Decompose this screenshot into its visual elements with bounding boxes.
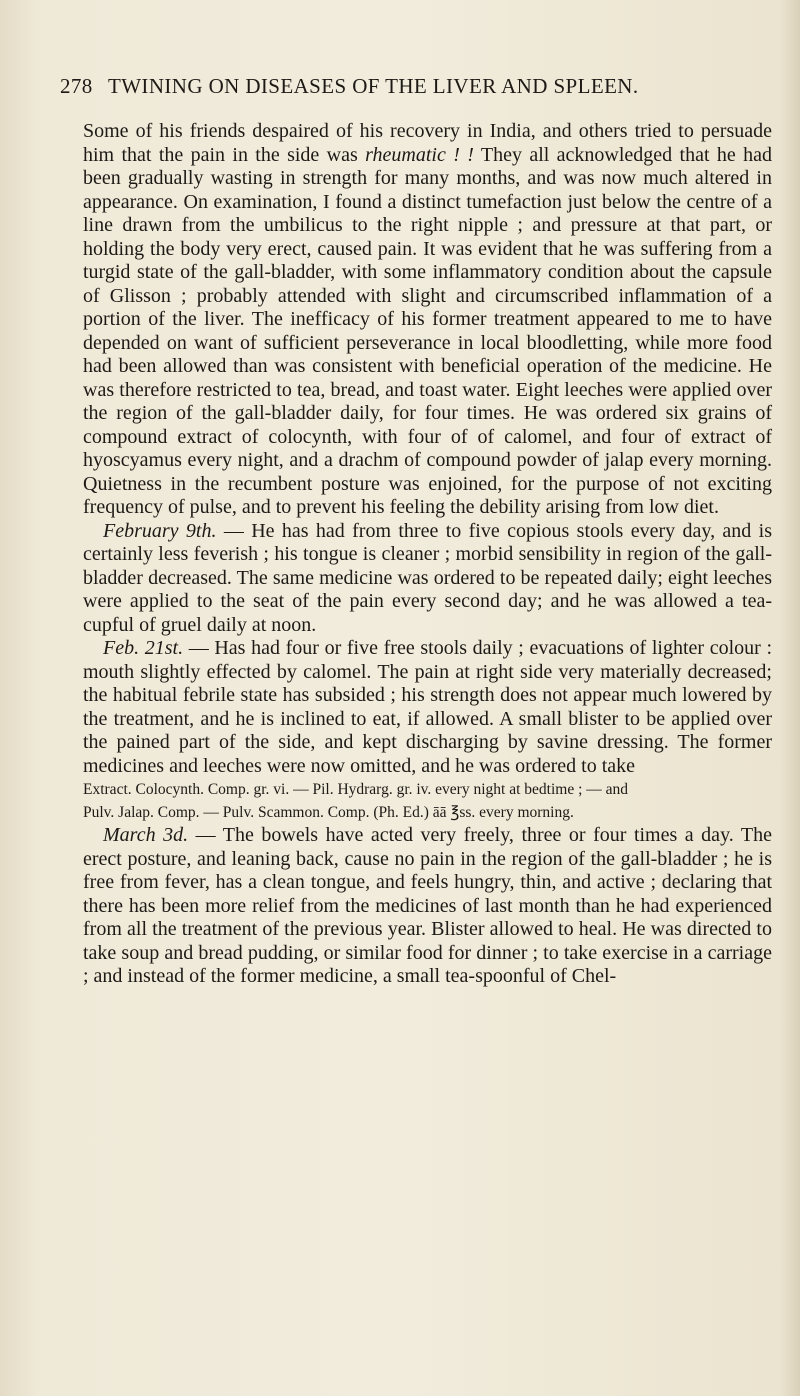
- paragraph-intro-text: Some of his friends despaired of his recovery in India, and others tried to persuade him that the pain in the side was: [83, 120, 772, 166]
- paragraph-intro: [83, 120, 772, 520]
- paragraph-february-21: [83, 637, 772, 778]
- paragraph-intro-emphasis: rheumatic ! !: [365, 143, 474, 166]
- entry-date: February 9th.: [103, 519, 217, 542]
- paragraph-february-9: [83, 520, 772, 638]
- prescription-line-2: Pulv. Jalap. Comp. — Pulv. Scammon. Comp. (Ph. Ed.) āā ℥ss. every morning.: [83, 804, 574, 821]
- running-title: TWINING ON DISEASES OF THE LIVER AND SPLEEN.: [107, 74, 639, 98]
- page-number: 278: [60, 74, 93, 98]
- entry-text: — Has had four or five free stools daily ; evacuations of lighter colour : mouth slightly effected by calomel. The pain at right side very materially decreased; the habitual febrile state has subsided ; his strength does not appear much lowered by the treatment, and he is inclined to eat, if allowed. A small blister to be applied over the pained part of the side, and kept discharging by savine dressing. The former medicines and leeches were now omitted, and he was ordered to take: [83, 637, 772, 777]
- paragraph-march-3: [83, 824, 772, 989]
- entry-text: — The bowels have acted very freely, three or four times a day. The erect posture, and leaning back, cause no pain in the region of the gall-bladder ; he is free from fever, has a clean tongue, and feels hungry, thin, and active ; declaring that there has been more relief from the medicines of last month than he had experienced from all the treatment of the previous year. Blister allowed to heal. He was directed to take soup and bread pudding, or similar food for dinner ; to take exercise in a carriage ; and instead of the former medicine, a small tea-spoonful of Chel-: [83, 824, 773, 987]
- entry-text: — He has had from three to five copious stools every day, and is certainly less feverish ; his tongue is cleaner ; morbid sensibility in region of the gall-bladder decreased. The same medicine was ordered to be repeated daily; eight leeches were applied to the seat of the pain every second day; and he was allowed a tea-cupful of gruel daily at noon.: [83, 519, 773, 636]
- prescription: [83, 778, 772, 824]
- prescription-line-1: Extract. Colocynth. Comp. gr. vi. — Pil. Hydrarg. gr. iv. every night at bedtime ; — and: [83, 781, 629, 798]
- paragraph-intro-continued: They all acknowledged that he had been gradually wasting in strength for many months, and was now much altered in appearance. On examination, I found a distinct tumefaction just below the centre of a line drawn from the umbilicus to the right nipple ; and pressure at that part, or holding the body very erect, caused pain. It was evident that he was suffering from a turgid state of the gall-bladder, with some inflammatory condition about the capsule of Glisson ; probably attended with slight and circumscribed inflammation of a portion of the liver. The inefficacy of his former treatment appeared to me to have depended on want of sufficient perseverance in local bloodletting, while more food had been allowed than was consistent with beneficial operation of the medicine. He was therefore restricted to tea, bread, and toast water. Eight leeches were applied over the region of the gall-bladder daily, for four times. He was ordered six grains of compound extract of colocynth, with four of of calomel, and four of extract of hyoscyamus every night, and a drachm of compound powder of jalap every morning. Quietness in the recumbent posture was enjoined, for the purpose of not exciting frequency of pulse, and to prevent his feeling the debility arising from low diet.: [83, 143, 772, 518]
- running-header: [60, 74, 760, 99]
- body-text: [83, 120, 772, 989]
- entry-date: Feb. 21st.: [103, 637, 184, 659]
- entry-date: March 3d.: [103, 824, 189, 846]
